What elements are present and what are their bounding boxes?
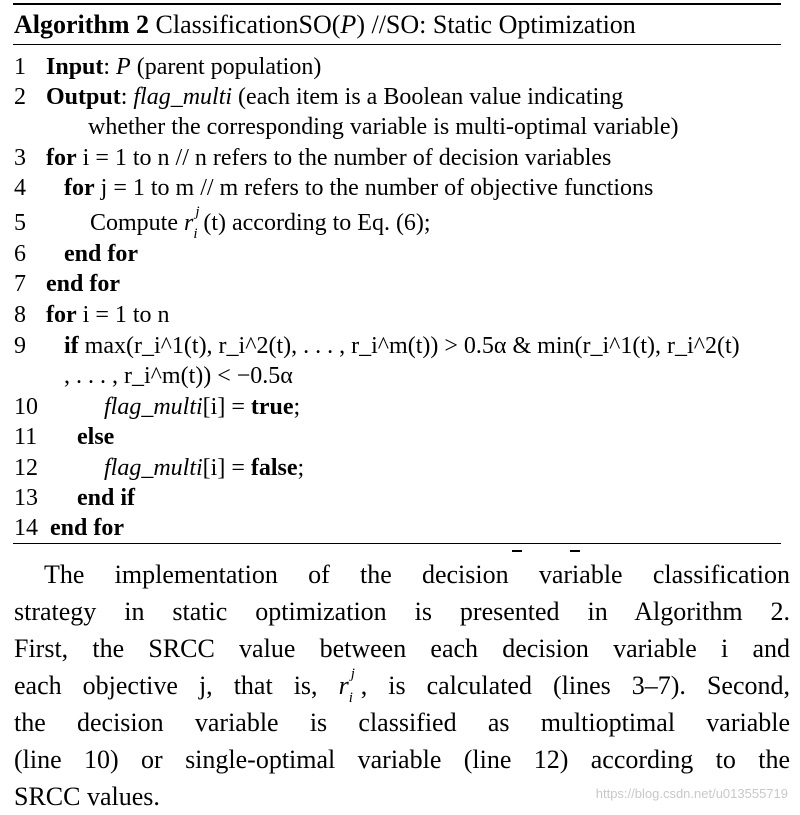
algorithm-title: Algorithm 2 ClassificationSO(P) //SO: Static Optimization — [14, 10, 636, 39]
bottom-rule — [13, 543, 781, 544]
algorithm-label: Algorithm 2 — [14, 10, 150, 39]
para-line-5: the decision variable is classified as multioptimal variable — [14, 708, 790, 737]
r-ij-symbol-inline: j i — [348, 666, 355, 706]
watermark: https://blog.csdn.net/u013555719 — [595, 786, 788, 801]
algo-line-5: 5 Compute r j i (t) according to Eq. (6); — [14, 204, 431, 242]
artifact-dash-1 — [512, 550, 522, 552]
algo-line-1: 1 Input: P (parent population) — [14, 54, 322, 80]
page-fold-artifact — [512, 548, 582, 554]
algo-line-9-cont: , . . . , r_i^m(t)) < −0.5α — [64, 363, 293, 389]
algo-line-14: 14 end for — [14, 515, 124, 541]
para-line-7: SRCC values. — [14, 782, 160, 811]
algo-line-7: 7 end for — [14, 271, 120, 297]
algo-line-2-cont: whether the corresponding variable is multi-optimal variable) — [88, 114, 679, 140]
artifact-dash-2 — [570, 550, 580, 552]
algo-line-8: 8 for i = 1 to n — [14, 302, 170, 328]
para-line-4: each objective j, that is, r j i , is calculated (lines 3–7). Second, — [14, 666, 790, 706]
r-ij-symbol: j i — [193, 204, 200, 242]
algo-line-9: 9 if max(r_i^1(t), r_i^2(t), . . . , r_i^m(t)) > 0.5α & min(r_i^1(t), r_i^2(t) — [14, 333, 740, 359]
title-rule — [13, 44, 781, 45]
para-line-6: (line 10) or single-optimal variable (line 12) according to the — [14, 745, 790, 774]
algo-line-4: 4 for j = 1 to m // m refers to the number of objective functions — [14, 175, 654, 201]
para-line-2: strategy in static optimization is presented in Algorithm 2. — [14, 597, 790, 626]
algo-line-3: 3 for i = 1 to n // n refers to the number of decision variables — [14, 145, 612, 171]
algo-line-2: 2 Output: flag_multi (each item is a Boolean value indicating — [14, 84, 624, 110]
algo-line-11: 11 else — [14, 424, 115, 450]
para-line-3: First, the SRCC value between each decision variable i and — [14, 634, 790, 663]
para-line-1: The implementation of the decision variable classification — [44, 560, 790, 589]
body-paragraph — [14, 556, 790, 815]
algo-line-6: 6 end for — [14, 241, 138, 267]
algo-line-10: 10 flag_multi[i] = true; — [14, 394, 301, 420]
algo-line-13: 13 end if — [14, 485, 136, 511]
algo-line-12: 12 flag_multi[i] = false; — [14, 455, 305, 481]
top-rule — [13, 3, 781, 5]
